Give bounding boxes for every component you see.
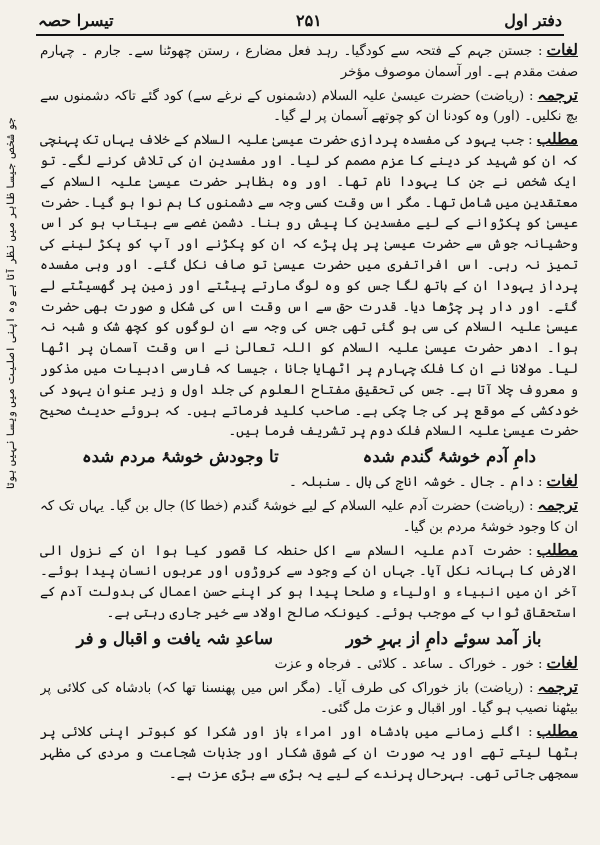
block-text: : (ریاضت) باز خوراک کی طرف آیا۔ (مگر اس میں پھنسنا تھا کہ) بادشاہ کی کلائی پر بیٹھنا نصیب ہو گیا۔ اور اقبال و عزت مل گئی۔ [40, 680, 578, 717]
book-title: دفتر اول [504, 10, 562, 30]
block-text: : اگلے زمانے میں بادشاہ اور امراء باز اور شکرا کو کبوتر اپنی کلائی پر بٹھا لیتے تھے اور یہ صورت ان کے شوق شکار اور جذبات شجاعت و مردی کی مظہر سمجھی جاتی تھی۔ بہرحال پرندے کے لیے یہ بڑی سے بڑی عزت ہے۔ [40, 725, 578, 782]
block-text: : خور ۔ خوراک ۔ ساعد ۔ کلائی ۔ فرجاہ و عزت [274, 656, 543, 672]
block-label: لغات [546, 40, 578, 59]
matlab-block-2 [40, 540, 578, 625]
matlab-block-3 [40, 721, 578, 785]
lughat-block-1 [40, 40, 578, 84]
header-rule [36, 34, 564, 36]
block-label: مطلب [536, 129, 578, 149]
block-label: ترجمہ [537, 676, 578, 696]
page-body [40, 40, 578, 839]
tarjuma-block-2 [40, 495, 578, 539]
block-text: : حضرت آدم علیہ السلام سے اکل حنطہ کا قصور کیا ہوا ان کے نزول الی الارض کا بہانہ نکل آیا۔ جہاں ان کے وجود سے کروڑوں اور عربوں انسان پیدا ہوئے۔ آخر ان میں انبیاء و اولیاء و صلحا پیدا ہو کر اپنے حسن اعمال کی بدولت آدم کے استحقاق ثواب کے موجب ہوئے۔ کیونکہ صالح اولاد سے خیر جاری رہتی ہے۔ [40, 543, 578, 621]
verse-line-left: تا وجودش خوشۂ مردم شدہ [82, 447, 279, 467]
verse-couplet-2 [40, 627, 578, 651]
verse-line-right: دامِ آدم خوشۂ گندم شدہ [362, 447, 537, 467]
block-label: ترجمہ [537, 494, 578, 514]
verse-line-right: باز آمد سوئے دامِ از بہرِ خور [345, 628, 542, 648]
block-text: : جستن جہم کے فتحہ سے کودگیا۔ رہد فعل مضارع ، رستن چھوٹنا سے۔ جارم ۔ چہارم صفت مقدم ہے۔ اور آسمان موصوف مؤخر [40, 44, 578, 80]
lughat-block-2 [40, 471, 578, 494]
lughat-block-3 [40, 653, 578, 676]
matlab-block-1 [40, 129, 578, 443]
tarjuma-block-3 [40, 677, 578, 721]
block-text: : (ریاضت) حضرت عیسیٰ علیہ السلام (دشمنوں کے نرغے سے) کود گئے تاکہ دشمنوں سے بچ نکلیں۔ (اور) وہ کودنا ان کو چوتھے آسمان پر لے گیا۔ [40, 88, 578, 125]
block-label: مطلب [536, 721, 578, 741]
tarjuma-block-1 [40, 85, 578, 129]
section-title: تیسرا حصہ [38, 10, 114, 30]
verse-couplet-1 [40, 445, 578, 469]
block-text: : دام ۔ جال ۔ خوشہ اناج کی بال ۔ سنبلہ ۔ [288, 475, 543, 491]
block-label: مطلب [536, 539, 578, 559]
block-label: لغات [546, 652, 578, 672]
block-label: لغات [546, 471, 578, 491]
page-header [38, 8, 562, 32]
margin-note: جو شخص جیسا ظاہر میں نظر آتا ہے وہ اپنی اصلیت میں ویسا نہیں ہوتا [4, 118, 17, 490]
block-text: : جب یہود کی مفسدہ پردازی حضرت عیسیٰ علیہ السلام کے خلاف یہاں تک پہنچی کہ ان کو شہید کر دینے کا عزم مصمم کر لیا۔ اور مفسدین ان کی تلاش کرنے لگے۔ تو ایک شخص نے جن کا یہودا نام تھا۔ اور وہ بظاہر حضرت عیسیٰ علیہ السلام کے معتقدین میں شامل تھا۔ مگر اس وقت کسی وجہ سے دشمنوں کا ہم نوا ہو گیا۔ حضرت عیسیٰ کو پکڑوانے کے لیے مفسدین کا پیش رو بنا۔ دشمن غصے سے بیتاب ہو کر اس وحشیانہ جوش سے حضرت عیسیٰ پر پل پڑے کہ ان کو پکڑنے اور آپ کو پکڑ لینے کی تمیز نہ رہی۔ اس افراتفری میں حضرت عیسیٰ تو صاف نکل گئے۔ اور وہی مفسدہ پرداز یہودا ان کے ہاتھ لگا جس کو وہ لوگ مارتے پیٹتے اور زمین پر گھسیٹتے لے گئے۔ اور دار پر چڑھا دیا۔ قدرت حق سے اس وقت اس کی شکل و صورت بھی حضرت عیسیٰ علیہ السلام کی سی ہو گئی تھی جس کی وجہ سے ان لوگوں کو کچھ شک و شبہ نہ ہوا۔ ادھر حضرت عیسیٰ علیہ السلام کو اللہ تعالیٰ نے اس وقت آسمان پر اٹھا لیا۔ مولانا نے ان کا فلک چہارم پر اٹھایا جانا ، جیسا کہ فارسی ادبیات میں مذکور و معروف چلا آتا ہے۔ جس کی تحقیق مفتاح العلوم کی جلد اول و زیر عنوان یہود کی خودکشی کے موقع پر کی جا چکی ہے۔ صاحب کلید فرماتے ہیں۔ کہ بروئے حدیث صحیح حضرت عیسیٰ علیہ السلام فلک دوم پر تشریف فرما ہیں۔ [40, 133, 578, 440]
block-label: ترجمہ [537, 84, 578, 104]
page-number: ۲۵۱ [295, 10, 322, 30]
verse-line-left: ساعدِ شہ یافت و اقبال و فر [76, 628, 273, 648]
block-text: : (ریاضت) حضرت آدم علیہ السلام کے لیے خوشۂ گندم (خطا کا) جال بن گیا۔ یہاں تک کہ ان کا وجود خوشۂ مردم بن گیا۔ [40, 498, 578, 535]
